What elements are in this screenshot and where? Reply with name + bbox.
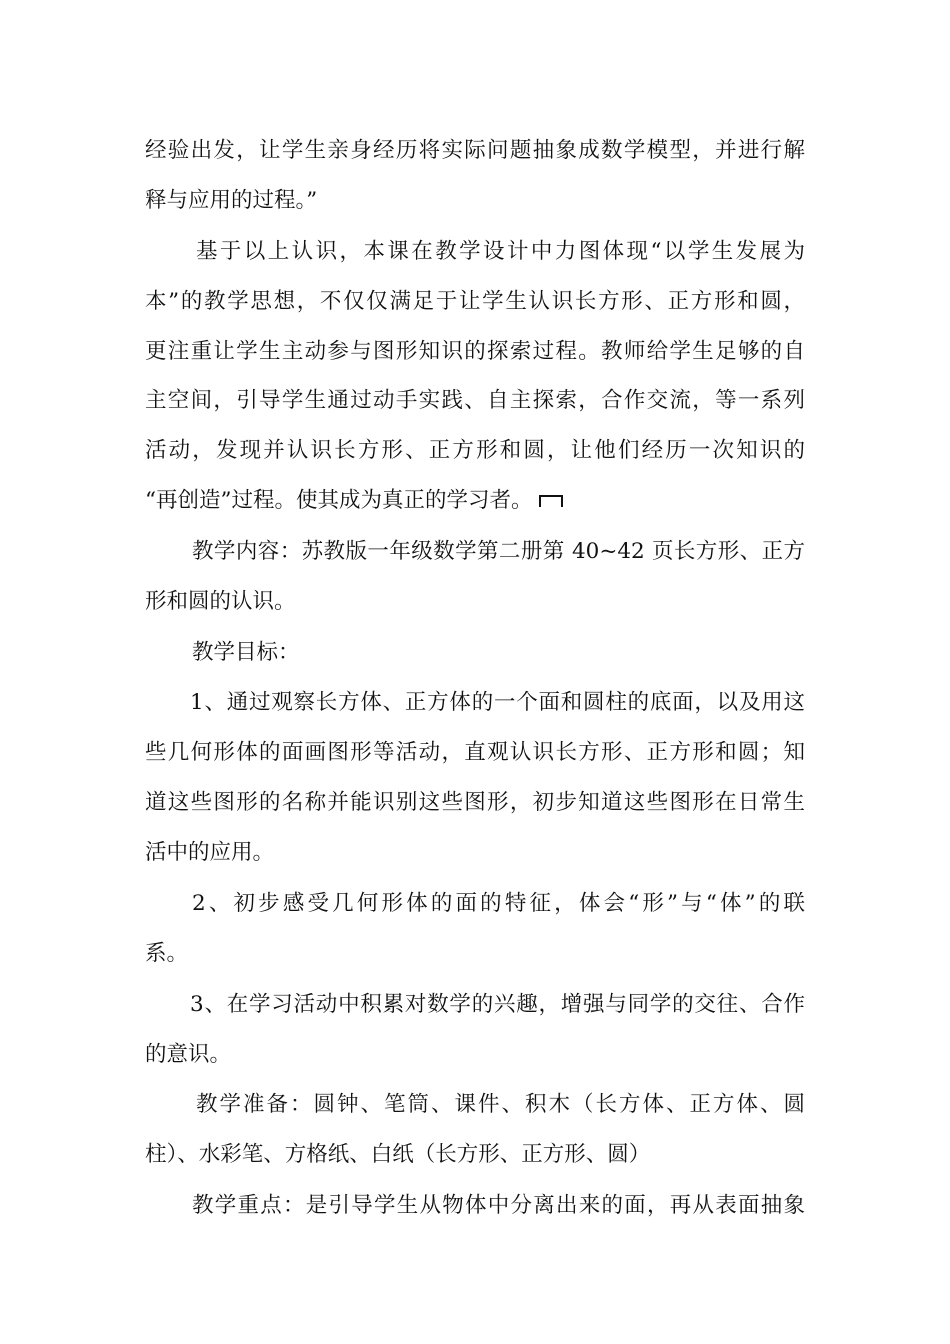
text-line: 教学重点：是引导学生从物体中分离出来的面，再从表面抽象 (192, 1193, 805, 1218)
text-line: 更注重让学生主动参与图形知识的探索过程。教师给学生足够的自 (145, 339, 805, 364)
text-line: 活动，发现并认识长方形、正方形和圆，让他们经历一次知识的 (145, 438, 805, 463)
text-line: 活中的应用。 (145, 840, 275, 865)
text-line: 教学准备：圆钟、笔筒、课件、积木（长方体、正方体、圆 (196, 1092, 805, 1117)
text-line: 本”的教学思想，不仅仅满足于让学生认识长方形、正方形和圆， (145, 289, 805, 314)
text-line: 道这些图形的名称并能识别这些图形，初步知道这些图形在日常生 (145, 790, 805, 815)
text-line: 的意识。 (145, 1042, 232, 1067)
text-line: 主空间，引导学生通过动手实践、自主探索，合作交流，等一系列 (145, 388, 805, 413)
edit-mark-icon (539, 495, 563, 507)
text-line: 系。 (145, 941, 189, 966)
text-line: 柱）、水彩笔、方格纸、白纸（长方形、正方形、圆） (145, 1142, 651, 1167)
text-line: 3、在学习活动中积累对数学的兴趣，增强与同学的交往、合作 (190, 992, 805, 1017)
text-line (145, 486, 805, 516)
text-span: “再创造”过程。使其成为真正的学习者。 (145, 488, 533, 513)
text-line: 经验出发，让学生亲身经历将实际问题抽象成数学模型，并进行解 (145, 138, 805, 163)
text-line: 教学内容：苏教版一年级数学第二册第 40~42 页长方形、正方 (192, 539, 805, 564)
text-line: 2、初步感受几何形体的面的特征，体会“形”与“体”的联 (192, 891, 805, 916)
text-line: 基于以上认识，本课在教学设计中力图体现“以学生发展为 (196, 239, 805, 264)
text-line: 教学目标： (192, 640, 300, 665)
text-line: 1、通过观察长方体、正方体的一个面和圆柱的底面，以及用这 (190, 690, 805, 715)
text-line: 些几何形体的面画图形等活动，直观认识长方形、正方形和圆；知 (145, 740, 805, 765)
text-line: 形和圆的认识。 (145, 589, 296, 614)
text-line: 释与应用的过程。” (145, 188, 318, 213)
